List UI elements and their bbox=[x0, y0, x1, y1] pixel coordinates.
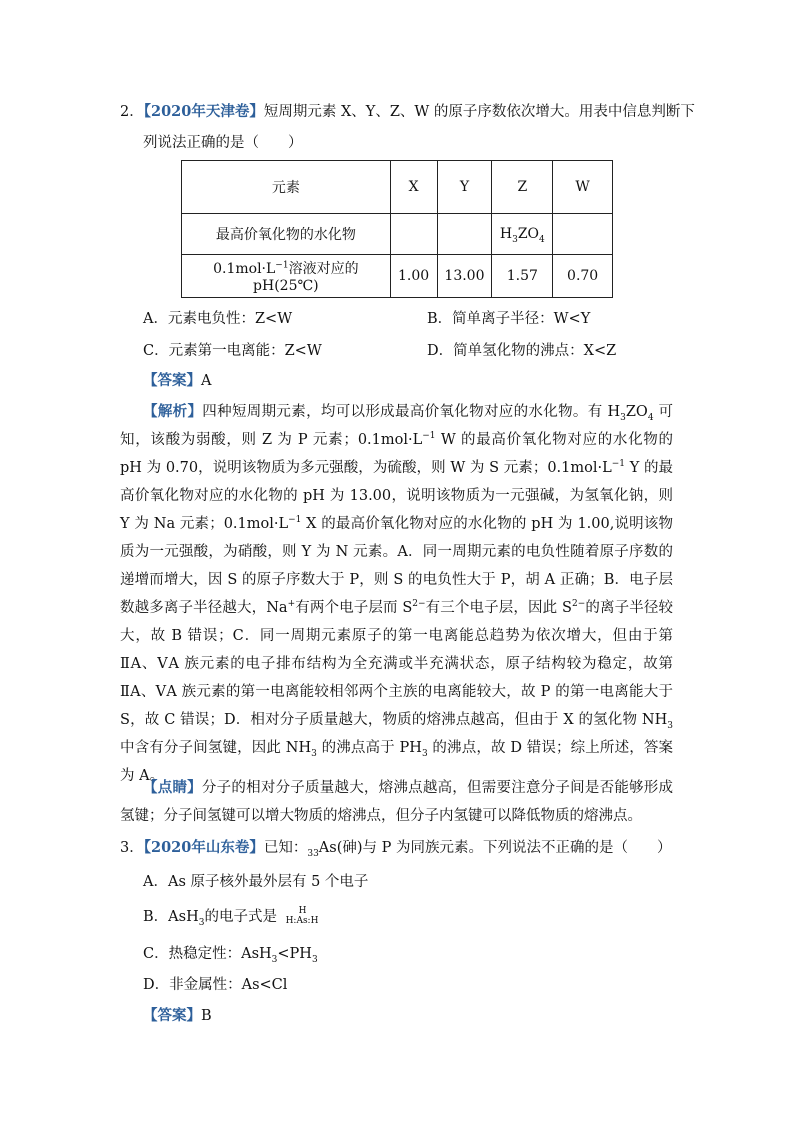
q3-number: 3． bbox=[120, 840, 144, 856]
table-header-cell: X bbox=[390, 161, 437, 214]
q3-stem: 3．【2020年山东卷】已知：$_{33}$As(砷)与 P 为同族元素。下列说法不正确的是（ ） bbox=[120, 839, 672, 859]
q3-option-c: C．热稳定性：$AsH_3<PH_3$ bbox=[143, 946, 318, 965]
table-row bbox=[182, 255, 613, 298]
table-header-cell: Y bbox=[437, 161, 492, 214]
q2-option-d: D．简单氢化物的沸点：X<Z bbox=[427, 343, 617, 359]
q2-analysis bbox=[120, 398, 673, 790]
answer-value: B bbox=[201, 1008, 212, 1024]
table-cell: 1.57 bbox=[492, 255, 553, 298]
table-cell bbox=[553, 214, 613, 255]
table-cell-formula: $H_3ZO_4$ bbox=[492, 214, 553, 255]
q2-source-tag: 【2020年天津卷】 bbox=[143, 103, 264, 120]
table-cell: 1.00 bbox=[390, 255, 437, 298]
table-row bbox=[182, 214, 613, 255]
q3-option-a: A．As 原子核外最外层有 5 个电子 bbox=[143, 874, 369, 890]
electron-formula-image: H H:As:H bbox=[285, 906, 319, 926]
answer-tag: 【答案】 bbox=[143, 372, 201, 389]
analysis-text: 四种短周期元素，均可以形成最高价氧化物对应的水化物。有 $H_3ZO_4$ 可知，该酸为弱酸，则 Z 为 P 元素；$0.1mol\cdot L^{-1}$ W 的最高价氧化物对应的水化物的 pH 为 0.70，说明该物质为多元强酸，为硫酸，则 W 为 S 元素；$0.1mol\cdot L^{-1}$ Y 的最高价氧化物对应的水化物的 pH 为 13.00，说明该物质为一元强碱，为氢氧化钠，则 Y 为 Na 元素；$0.1mol\cdot L^{-1}$ X 的最高价氧化物对应的水化物的 pH 为 1.00,说明该物质为一元强酸，为硝酸，则 Y 为 N 元素。A．同一周期元素的电负性随着原子序数的递增而增大，因 S 的原子序数大于 P，则 S 的电负性大于 P，胡 A 正确；B．电子层数越多离子半径越大，Na+有两个电子层而 $S^{2-}$有三个电子层，因此 $S^{2-}$的离子半径较大，故 B 错误；C．同一周期元素原子的第一电离能总趋势为依次增大，但由于第ⅡA、ⅤA 族元素的电子排布结构为全充满或半充满状态，原子结构较为稳定，故第ⅡA、ⅤA 族元素的第一电离能较相邻两个主族的电离能较大，故 P 的第一电离能大于 S，故 C 错误；D．相对分子质量越大，物质的熔沸点越高，但由于 X 的氢化物 $NH_3$ 中含有分子间氢键，因此 $NH_3$ 的沸点高于 $PH_3$ 的沸点，故 D 错误；综上所述，答案为 A。 bbox=[120, 404, 673, 784]
table-header-cell: W bbox=[553, 161, 613, 214]
q3-option-d: D．非金属性：As<Cl bbox=[143, 977, 288, 993]
q2-tip bbox=[120, 774, 673, 830]
table-header-cell: 元素 bbox=[182, 161, 391, 214]
table-row-label: 最高价氧化物的水化物 bbox=[182, 214, 391, 255]
q2-option-a: A．元素电负性：Z<W bbox=[143, 311, 293, 327]
q2-stem-line2: 列说法正确的是（ ） bbox=[143, 135, 303, 151]
table-header-row bbox=[182, 161, 613, 214]
tip-tag: 【点睛】 bbox=[143, 779, 202, 796]
q2-answer bbox=[143, 370, 211, 392]
answer-value: A bbox=[201, 373, 212, 389]
q3-answer bbox=[143, 1005, 212, 1027]
q3-option-b: B．AsH$_3$的电子式是 H H:As:H bbox=[143, 906, 322, 928]
q2-option-b: B．简单离子半径：W<Y bbox=[427, 311, 591, 327]
q2-option-c: C．元素第一电离能：Z<W bbox=[143, 343, 322, 359]
analysis-tag: 【解析】 bbox=[143, 403, 203, 420]
table-cell: 13.00 bbox=[437, 255, 492, 298]
tip-text: 分子的相对分子质量越大，熔沸点越高，但需要注意分子间是否能够形成氢键；分子间氢键可以增大物质的熔沸点，但分子内氢键可以降低物质的熔沸点。 bbox=[120, 780, 674, 824]
table-cell bbox=[437, 214, 492, 255]
element-table bbox=[181, 160, 613, 298]
q3-source-tag: 【2020年山东卷】 bbox=[143, 839, 264, 856]
table-row-label: $0.1mol\cdot L^{-1}$溶液对应的pH(25℃) bbox=[182, 255, 391, 298]
table-cell bbox=[390, 214, 437, 255]
table-cell: 0.70 bbox=[553, 255, 613, 298]
answer-tag: 【答案】 bbox=[143, 1007, 201, 1024]
q2-stem-line1 bbox=[120, 101, 695, 123]
q2-number: 2． bbox=[120, 104, 144, 120]
q2-stem-text: 短周期元素 X、Y、Z、W 的原子序数依次增大。用表中信息判断下 bbox=[263, 104, 695, 120]
table-header-cell: Z bbox=[492, 161, 553, 214]
